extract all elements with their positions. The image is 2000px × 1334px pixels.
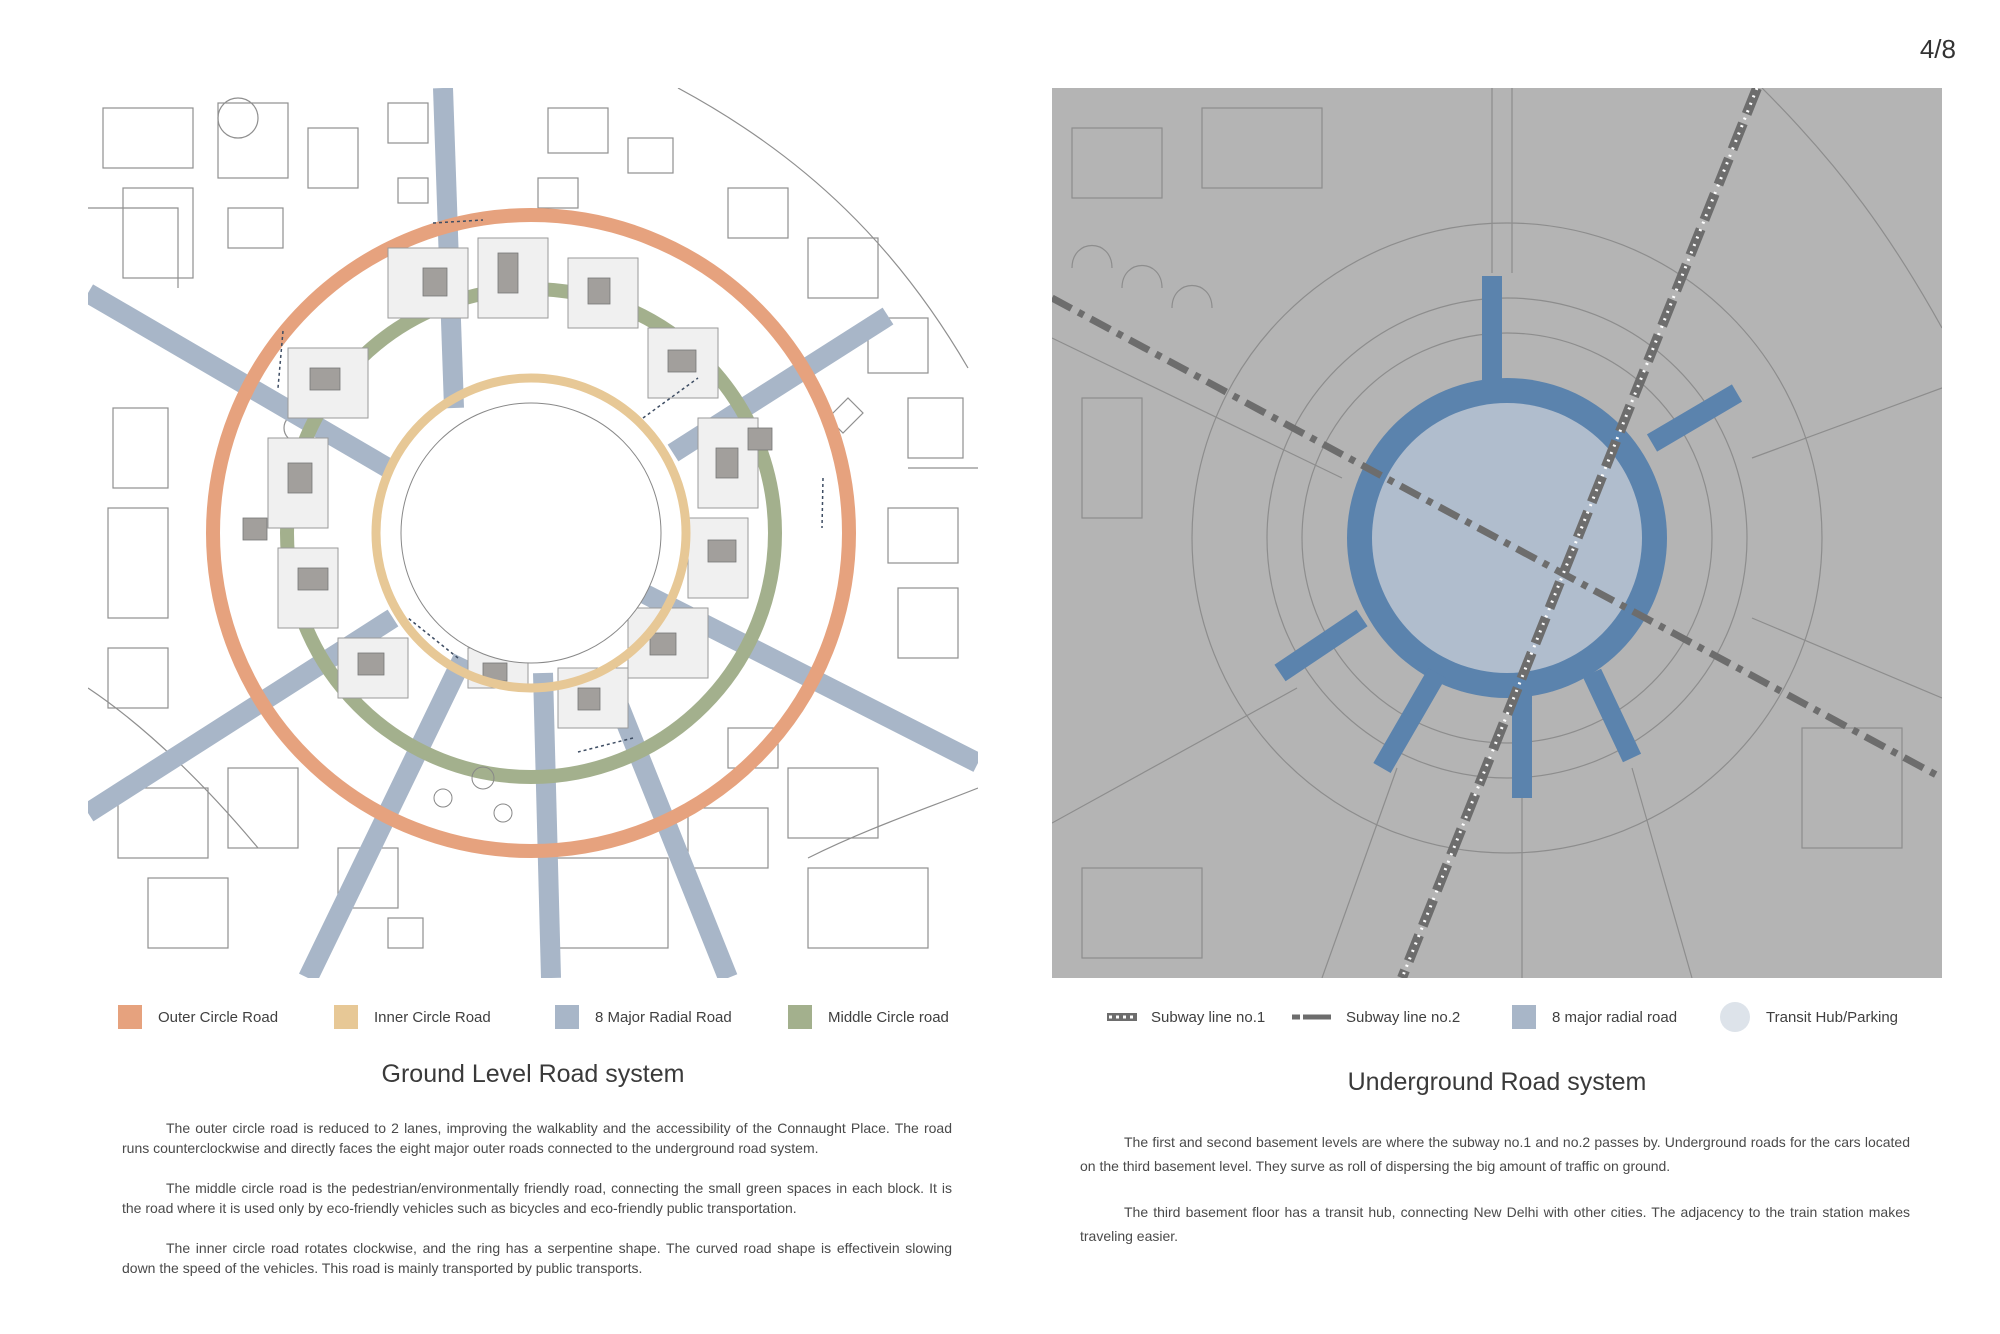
legend-label: 8 Major Radial Road [595,1008,732,1026]
legend-label: 8 major radial road [1552,1008,1678,1026]
legend-label: Outer Circle Road [158,1008,279,1026]
paragraph-text: The first and second basement levels are where the subway no.1 and no.2 passes by. Underground roads for the cars located on the third basement level. They surve as roll of dispersing the big amount of traffic on ground. [1080,1134,1910,1174]
outer-circle-swatch [118,1005,142,1029]
legend-item-radial-road [1512,1000,1677,1034]
inner-circle-swatch [334,1005,358,1029]
ground-level-road-map [88,88,978,978]
basement-levels-description [1080,1130,1910,1178]
underground-legend [1052,1000,1942,1034]
page-number: 4/8 [1919,34,1956,64]
paragraph-text: The inner circle road rotates clockwise, and the ring has a serpentine shape. The curved road shape is effectivein slowing down the speed of the vehicles. This road is mainly transported by public transports. [122,1240,952,1276]
underground-road-map [1052,88,1942,978]
ground-level-title: Ground Level Road system [381,1060,685,1088]
underground-title: Underground Road system [1347,1068,1647,1096]
underground-road-plan [1052,88,1942,978]
middle-circle-description [122,1178,952,1218]
transit-hub-parking [1372,403,1642,673]
legend-label: Transit Hub/Parking [1766,1008,1898,1026]
legend-label: Subway line no.2 [1346,1008,1461,1026]
legend-item-radial-road [555,1000,732,1034]
inner-circle-description [122,1238,952,1278]
legend-item-outer-circle [118,1000,278,1034]
dashed-line-icon [1292,1011,1332,1023]
legend-label: Middle Circle road [828,1008,949,1026]
radial-road-swatch [1512,1005,1536,1029]
legend-label: Subway line no.1 [1151,1008,1266,1026]
legend-item-middle-circle [788,1000,949,1034]
legend-item-subway-2 [1292,1000,1460,1034]
paragraph-text: The middle circle road is the pedestrian/environmentally friendly road, connecting the small green spaces in each block. It is the road where it is used only by eco-friendly vehicles such as bicycles and eco-friendly public transportation. [122,1180,952,1216]
legend-item-subway-1 [1107,1000,1265,1034]
paragraph-text: The third basement floor has a transit hub, connecting New Delhi with other cities. The adjacency to the train station makes traveling easier. [1080,1204,1910,1244]
outer-circle-description [122,1118,952,1158]
ground-level-legend [88,1000,978,1034]
dotted-line-icon [1107,1011,1137,1023]
legend-item-inner-circle [334,1000,491,1034]
ground-level-road-plan [88,88,978,978]
radial-road-swatch [555,1005,579,1029]
transit-hub-description [1080,1200,1910,1248]
transit-hub-swatch [1720,1002,1750,1032]
legend-item-transit-hub [1720,1000,1898,1034]
legend-label: Inner Circle Road [374,1008,491,1026]
paragraph-text: The outer circle road is reduced to 2 lanes, improving the walkablity and the accessibility of the Connaught Place. The road runs counterclockwise and directly faces the eight major outer roads connected to the underground road system. [122,1120,952,1156]
middle-circle-swatch [788,1005,812,1029]
central-park [401,403,661,663]
